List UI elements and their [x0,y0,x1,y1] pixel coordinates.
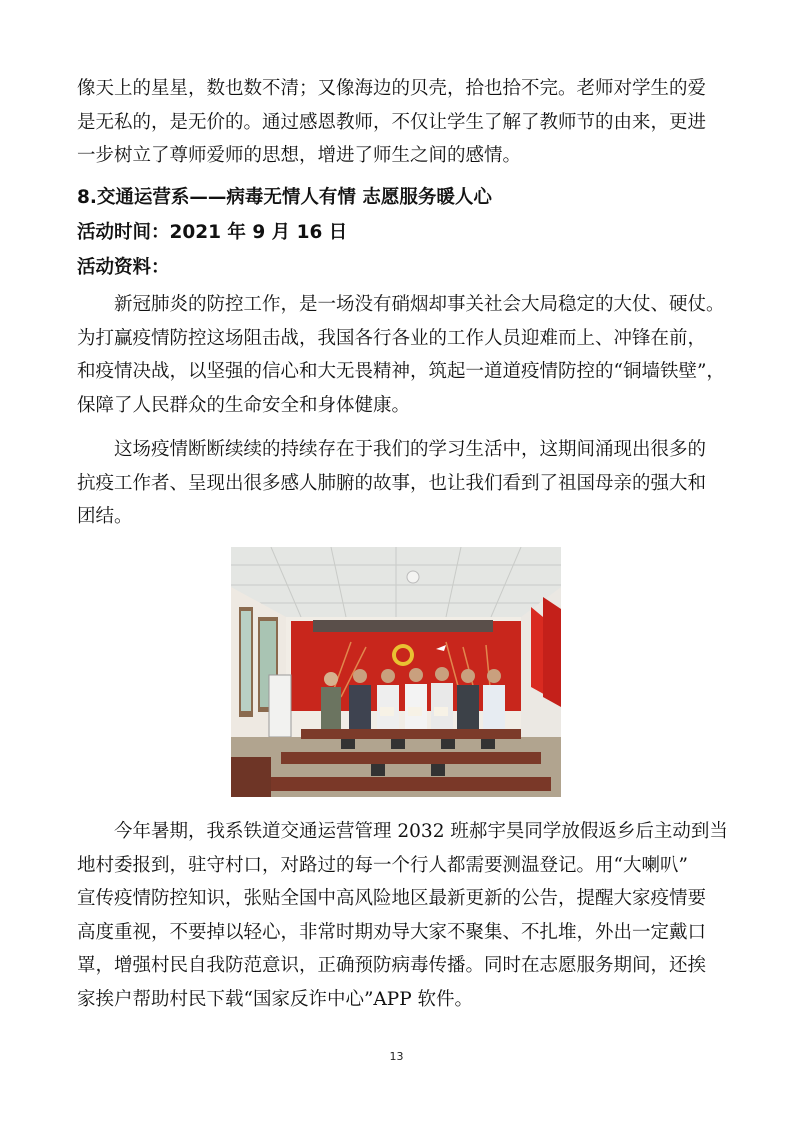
paragraph-volunteer [77,815,728,1016]
group-photo [231,547,561,797]
text-line: 家挨户帮助村民下载“国家反诈中心”APP 软件。 [77,988,474,1010]
text-line: 罩，增强村民自我防范意识，正确预防病毒传播。同时在志愿服务期间，还挨 [77,955,707,976]
text-line: 团结。 [77,506,133,527]
activity-time: 活动时间：2021 年 9 月 16 日 [77,222,348,243]
activity-materials-label: 活动资料： [77,257,170,278]
text-line: 抗疫工作者、呈现出很多感人肺腑的故事，也让我们看到了祖国母亲的强大和 [77,472,707,494]
text-line: 保障了人民群众的生命安全和身体健康。 [77,394,411,416]
paragraph-epidemic [77,433,717,534]
section-title: 8.交通运营系——病毒无情人有情 志愿服务暖人心 [77,187,492,208]
text-line: 高度重视，不要掉以轻心，非常时期劝导大家不聚集、不扎堆，外出一定戴口 [77,921,707,943]
text-line: 一步树立了尊师爱师的思想，增进了师生之间的感情。 [77,145,522,166]
text-line: 地村委报到，驻守村口，对路过的每一个行人都需要测温登记。用“大喇叭” [77,854,688,876]
text-line: 像天上的星星，数也数不清；又像海边的贝壳，拾也拾不完。老师对学生的爱 [77,78,707,99]
paragraph-intro [77,288,725,422]
text-line: 是无私的，是无价的。通过感恩教师，不仅让学生了解了教师节的由来，更进 [77,111,707,133]
page-number: 13 [389,1050,404,1063]
text-line: 今年暑期，我系铁道交通运营管理 2032 班郝宇昊同学放假返乡后主动到当 [114,821,728,842]
paragraph-continuation [77,72,717,173]
text-line: 新冠肺炎的防控工作，是一场没有硝烟却事关社会大局稳定的大仗、硬仗。 [114,294,725,315]
classroom-photo-illustration [231,547,561,797]
text-line: 和疫情决战，以坚强的信心和大无畏精神，筑起一道道疫情防控的“铜墙铁壁”， [77,361,725,382]
text-line: 宣传疫情防控知识，张贴全国中高风险地区最新更新的公告，提醒大家疫情要 [77,888,707,909]
text-line: 为打赢疫情防控这场阻击战，我国各行各业的工作人员迎难而上、冲锋在前， [77,327,707,349]
text-line: 这场疫情断断续续的持续存在于我们的学习生活中，这期间涌现出很多的 [114,439,707,460]
